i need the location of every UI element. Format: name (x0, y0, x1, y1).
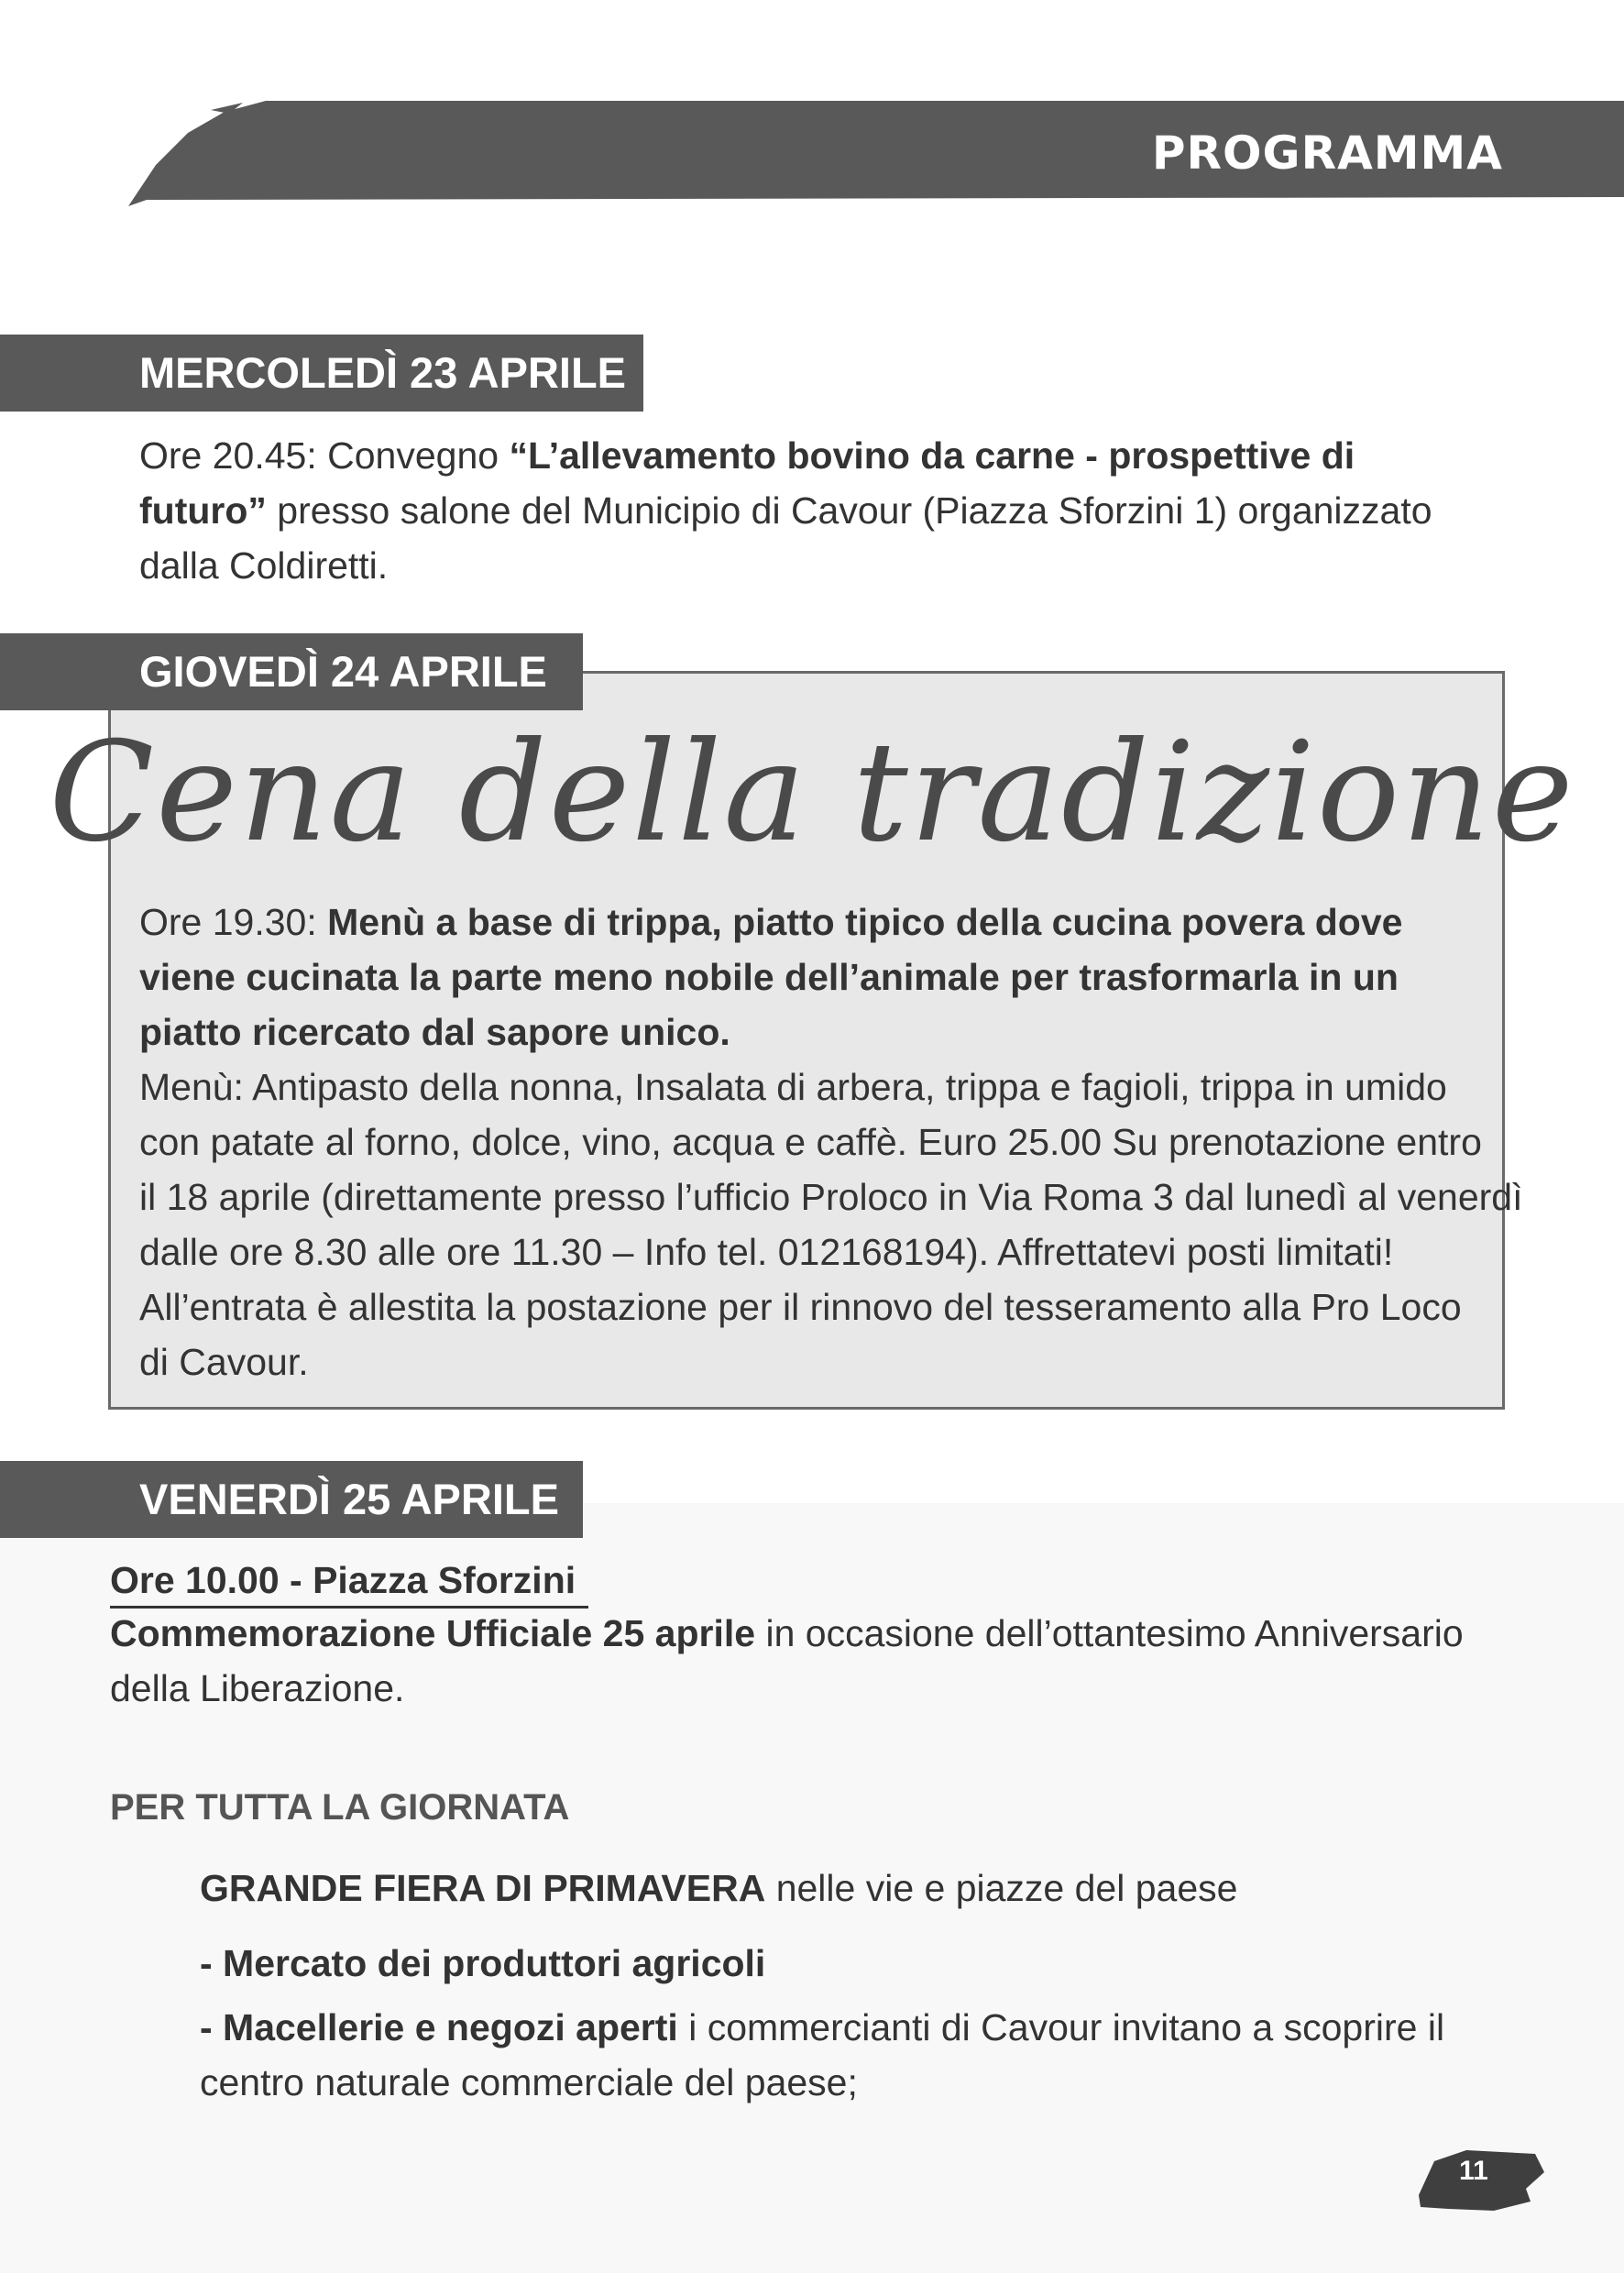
friday-line-1: Commemorazione Ufficiale 25 aprile in occasione dell’ottantesimo Anniversario (110, 1612, 1464, 1654)
macellerie-line-1: - Macellerie e negozi aperti i commercianti di Cavour invitano a scoprire il (200, 2006, 1445, 2048)
section-heading-all-day: PER TUTTA LA GIORNATA (110, 1787, 570, 1828)
mercato-line: - Mercato dei produttori agricoli (200, 1942, 766, 1984)
friday-place-heading: Ore 10.00 - Piazza Sforzini (110, 1554, 588, 1609)
day-label-thursday: GIOVEDÌ 24 APRILE (0, 633, 583, 710)
thursday-line-8: All’entrata è allestita la postazione per il rinnovo del tesseramento alla Pro Loco (139, 1286, 1462, 1328)
page-number: 11 (1459, 2156, 1488, 2186)
thursday-line-1: Ore 19.30: Menù a base di trippa, piatto tipico della cucina povera dove (139, 901, 1403, 943)
thursday-line-7: dalle ore 8.30 alle ore 11.30 – Info tel. 012168194). Affrettatevi posti limitati! (139, 1231, 1394, 1273)
thursday-line-4: Menù: Antipasto della nonna, Insalata di arbera, trippa e fagioli, trippa in umido (139, 1066, 1447, 1108)
fiera-line: GRANDE FIERA DI PRIMAVERA nelle vie e piazze del paese (200, 1867, 1238, 1909)
cena-title: Cena della tradizione (49, 713, 1575, 873)
thursday-line-3: piatto ricercato dal sapore unico. (139, 1011, 730, 1053)
thursday-line-9: di Cavour. (139, 1341, 309, 1383)
friday-line-2: della Liberazione. (110, 1667, 405, 1709)
day-label-friday: VENERDÌ 25 APRILE (0, 1461, 583, 1538)
wednesday-line-2: futuro” presso salone del Municipio di Cavour (Piazza Sforzini 1) organizzato (139, 489, 1432, 532)
thursday-line-5: con patate al forno, dolce, vino, acqua e caffè. Euro 25.00 Su prenotazione entro (139, 1121, 1482, 1163)
wednesday-line-3: dalla Coldiretti. (139, 544, 389, 587)
macellerie-line-2: centro naturale commerciale del paese; (200, 2061, 858, 2103)
wednesday-line-1: Ore 20.45: Convegno “L’allevamento bovino da carne - prospettive di (139, 434, 1355, 477)
thursday-line-2: viene cucinata la parte meno nobile dell’animale per trasformarla in un (139, 956, 1399, 998)
header-title: PROGRAMMA (1151, 126, 1503, 180)
day-label-wednesday: MERCOLEDÌ 23 APRILE (0, 335, 643, 412)
thursday-line-6: il 18 aprile (direttamente presso l’ufficio Proloco in Via Roma 3 dal lunedì al venerdì (139, 1176, 1523, 1218)
